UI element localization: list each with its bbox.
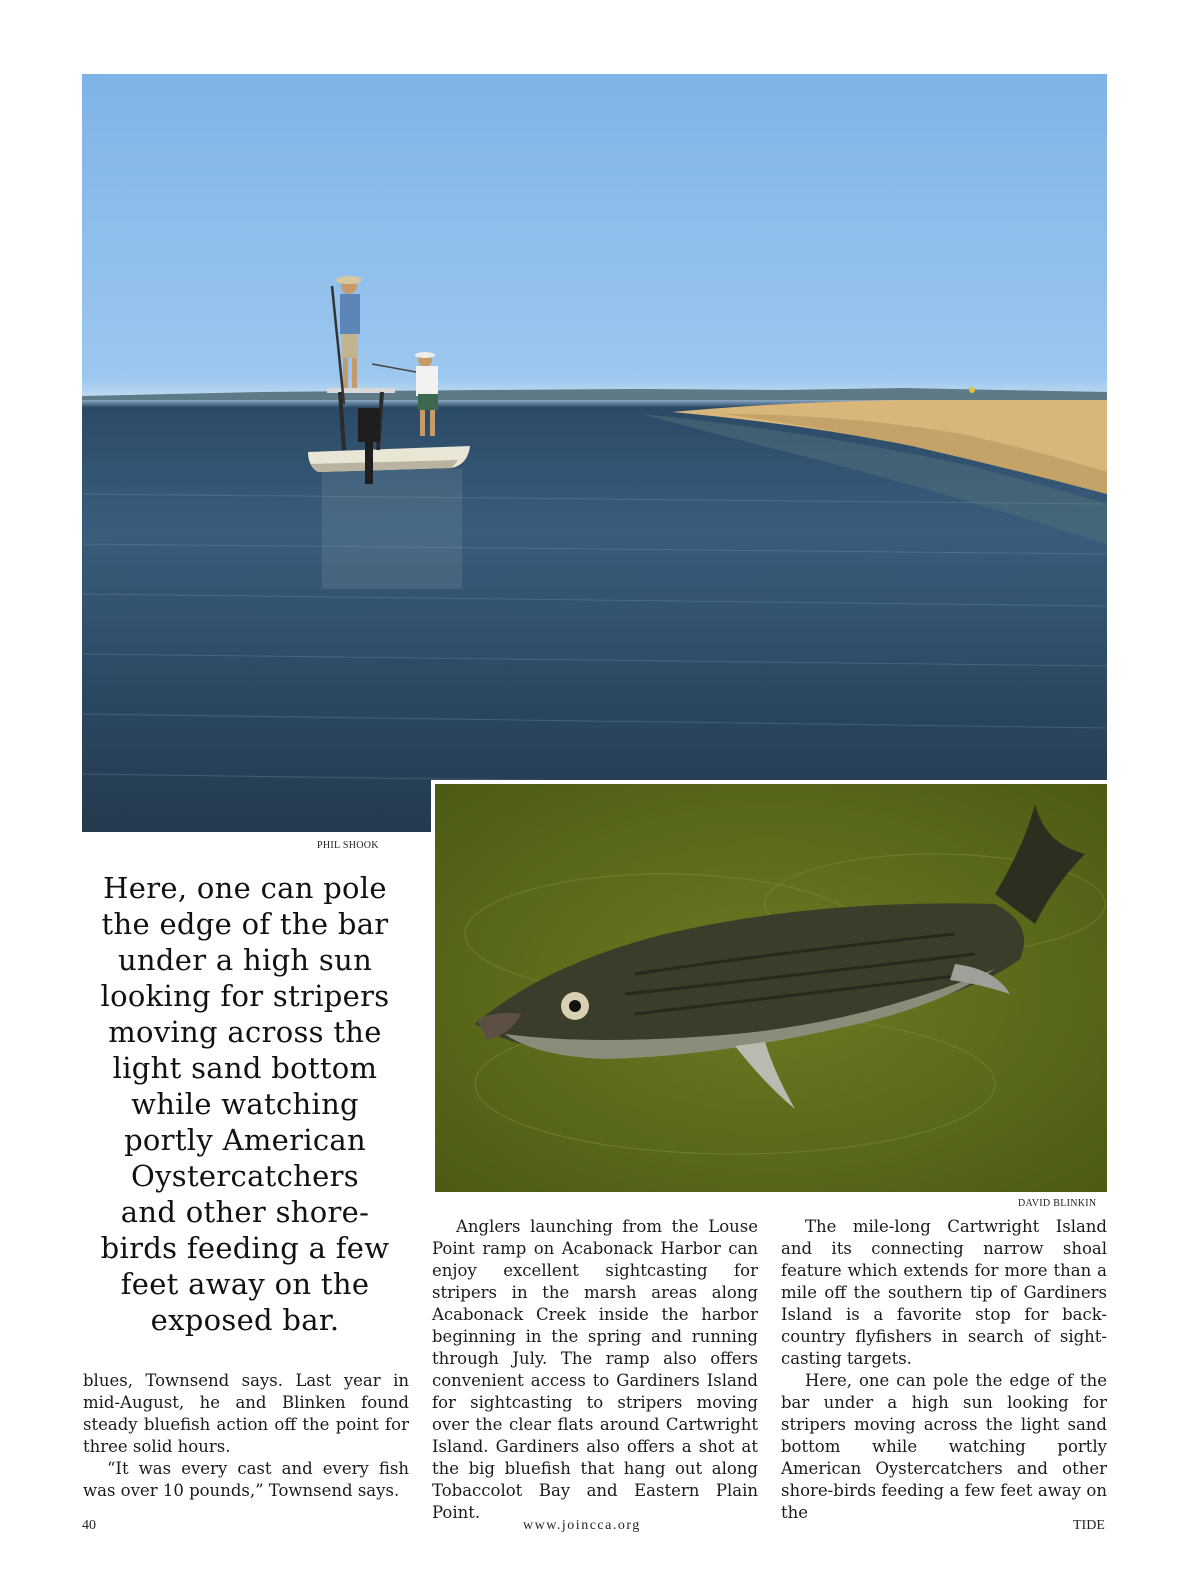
left-column [83,1370,409,1502]
left-paragraph-2: “It was every cast and every fish was over 10 pounds,” Townsend says. [83,1459,409,1500]
main-photo [82,74,1107,832]
main-photo-credit: PHIL SHOOK [317,840,379,851]
pull-quote: Here, one can pole the edge of the bar under a high sun looking for stripers moving across the light sand bottom while watching portly American Oystercatchers and other shore-birds feeding a few feet away on the exposed bar. [100,871,390,1337]
publication-name: TIDE [1073,1518,1105,1533]
right-column [781,1216,1107,1524]
right-paragraph-1: The mile-long Cartwright Island and its connecting narrow shoal feature which extends for more than a mile off the southern tip of Gardiners Island is a favorite stop for back-country flyfishers in search of sight-casting targets. [781,1217,1107,1368]
right-paragraph-2: Here, one can pole the edge of the bar under a high sun looking for stripers moving across the light sand bottom while watching portly American Oystercatchers and other shore-birds feeding a few feet away on the [781,1371,1107,1522]
left-paragraph-1: blues, Townsend says. Last year in mid-August, he and Blinken found steady bluefish action off the point for three solid hours. [83,1371,409,1456]
page-number: 40 [82,1518,96,1533]
fish-photo-credit: DAVID BLINKIN [1018,1198,1097,1209]
boat-scene-illustration [82,74,1107,832]
middle-paragraph-1: Anglers launching from the Louse Point ramp on Acabonack Harbor can enjoy excellent sightcasting for stripers in the marsh areas along Acabonack Creek inside the harbor beginning in the spring and running through July. The ramp also offers convenient access to Gardiners Island for sightcasting to stripers moving over the clear flats around Cartwright Island. Gardiners also offers a shot at the big bluefish that hang out along Tobaccolot Bay and Eastern Plain Point. [432,1217,758,1522]
fish-photo [431,780,1107,1192]
middle-column [432,1216,758,1524]
striped-bass-illustration [435,784,1107,1192]
website-url[interactable]: www.joincca.org [523,1518,641,1533]
